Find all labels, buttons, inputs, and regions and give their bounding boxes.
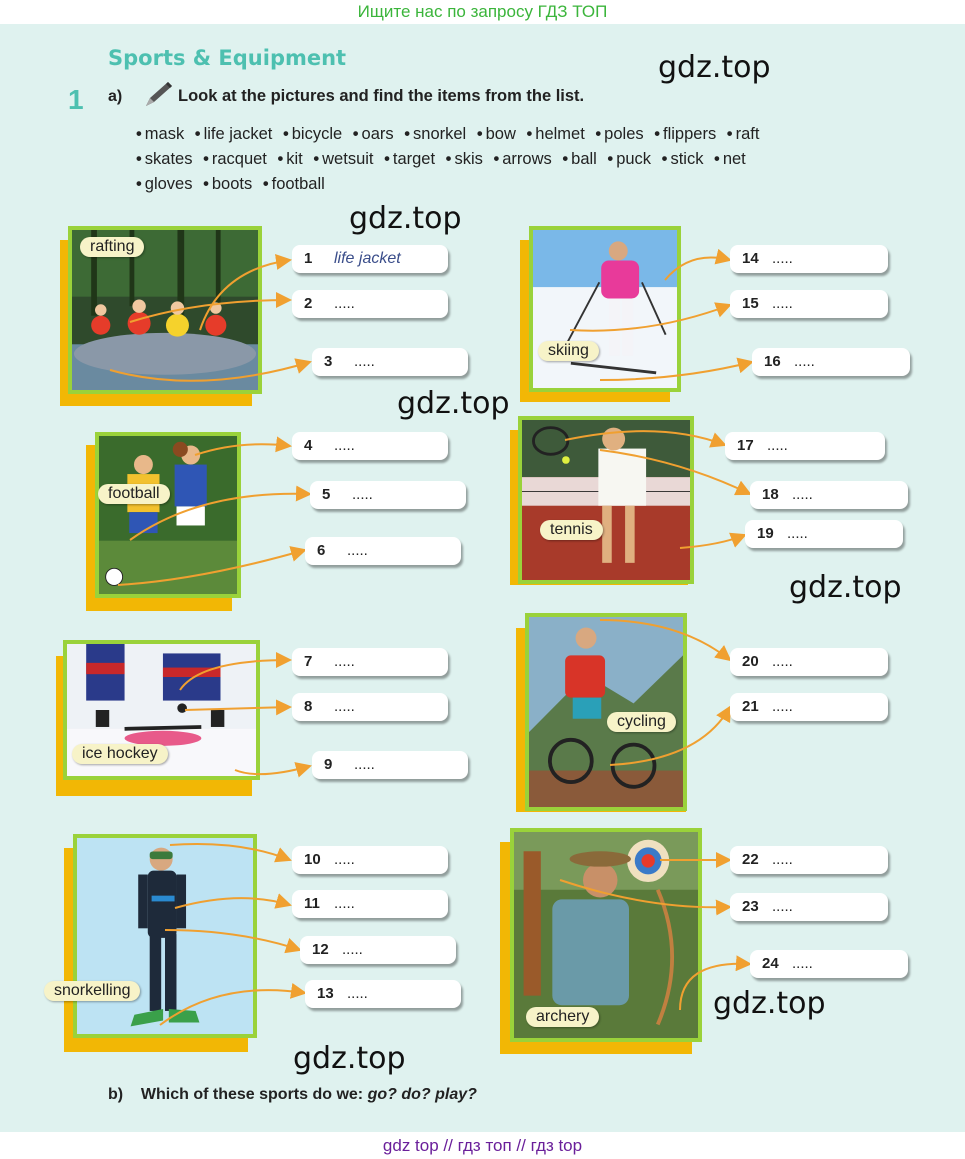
sport-label-cycling: cycling bbox=[607, 712, 676, 732]
answer-text[interactable]: ..... bbox=[792, 955, 813, 972]
answer-box-12[interactable] bbox=[300, 936, 456, 964]
bullet-icon: • bbox=[595, 125, 602, 143]
answer-number: 16 bbox=[764, 353, 781, 370]
word-list-item bbox=[404, 125, 466, 143]
watermark: gdz.top bbox=[293, 1041, 406, 1076]
answer-text[interactable]: ..... bbox=[772, 898, 793, 915]
answer-box-5[interactable] bbox=[310, 481, 466, 509]
answer-number: 14 bbox=[742, 250, 759, 267]
answer-number: 22 bbox=[742, 851, 759, 868]
answer-text[interactable]: ..... bbox=[354, 756, 375, 773]
answer-box-13[interactable] bbox=[305, 980, 461, 1008]
word-list-item bbox=[562, 150, 596, 168]
answer-box-8[interactable] bbox=[292, 693, 448, 721]
word-text: mask bbox=[144, 125, 185, 143]
answer-box-20[interactable] bbox=[730, 648, 888, 676]
word-text: ball bbox=[571, 150, 597, 168]
word-list-item bbox=[136, 125, 184, 143]
answer-number: 10 bbox=[304, 851, 321, 868]
word-list-item bbox=[662, 150, 704, 168]
bullet-icon: • bbox=[352, 125, 359, 143]
sport-label-rafting: rafting bbox=[80, 237, 144, 257]
watermark: gdz.top bbox=[397, 386, 510, 421]
word-list-item bbox=[195, 125, 273, 143]
answer-text[interactable]: ..... bbox=[347, 542, 368, 559]
word-text: football bbox=[271, 175, 325, 193]
part-b bbox=[108, 1086, 477, 1104]
word-text: skis bbox=[454, 150, 483, 168]
answer-number: 18 bbox=[762, 486, 779, 503]
word-text: poles bbox=[604, 125, 644, 143]
word-text: snorkel bbox=[413, 125, 467, 143]
bullet-icon: • bbox=[136, 125, 142, 143]
answer-number: 9 bbox=[324, 756, 333, 773]
bullet-icon: • bbox=[203, 175, 209, 193]
sport-label-skiing: skiing bbox=[538, 341, 599, 361]
answer-text[interactable]: ..... bbox=[334, 437, 355, 454]
bullet-icon: • bbox=[384, 150, 390, 168]
answer-box-14[interactable] bbox=[730, 245, 888, 273]
answer-number: 17 bbox=[737, 437, 754, 454]
section-title: Sports & Equipment bbox=[108, 46, 347, 70]
answer-number: 6 bbox=[317, 542, 326, 559]
answer-number: 2 bbox=[304, 295, 313, 312]
answer-box-15[interactable] bbox=[730, 290, 888, 318]
word-text: stick bbox=[670, 150, 704, 168]
answer-text[interactable]: ..... bbox=[772, 250, 793, 267]
answer-number: 4 bbox=[304, 437, 313, 454]
answer-box-6[interactable] bbox=[305, 537, 461, 565]
word-text: bow bbox=[485, 125, 516, 143]
word-text: gloves bbox=[144, 175, 193, 193]
word-text: boots bbox=[211, 175, 253, 193]
answer-box-9[interactable] bbox=[312, 751, 468, 779]
word-list-item bbox=[727, 125, 760, 143]
word-text: skates bbox=[144, 150, 193, 168]
word-text: raft bbox=[735, 125, 760, 143]
bullet-icon: • bbox=[493, 150, 500, 168]
sport-label-tennis: tennis bbox=[540, 520, 603, 540]
answer-text[interactable]: life jacket bbox=[334, 250, 401, 267]
answer-box-24[interactable] bbox=[750, 950, 908, 978]
sport-label-football: football bbox=[98, 484, 170, 504]
answer-number: 19 bbox=[757, 525, 774, 542]
word-text: racquet bbox=[211, 150, 267, 168]
word-list-item bbox=[446, 150, 483, 168]
bullet-icon: • bbox=[661, 150, 668, 168]
exercise-number: 1 bbox=[68, 84, 84, 115]
bullet-icon: • bbox=[714, 150, 720, 168]
tennis-photo bbox=[518, 416, 694, 584]
bullet-icon: • bbox=[476, 125, 483, 143]
bullet-icon: • bbox=[313, 150, 320, 168]
word-text: net bbox=[722, 150, 746, 168]
word-text: helmet bbox=[535, 125, 585, 143]
bullet-icon: • bbox=[194, 125, 201, 143]
sport-label-archery: archery bbox=[526, 1007, 599, 1027]
word-list-item bbox=[313, 150, 373, 168]
part-b-options: go? do? play? bbox=[367, 1086, 477, 1103]
word-list-item bbox=[607, 150, 651, 168]
word-list-item bbox=[203, 150, 267, 168]
word-text: life jacket bbox=[203, 125, 273, 143]
word-list-item bbox=[353, 125, 394, 143]
answer-text[interactable]: ..... bbox=[334, 295, 355, 312]
word-list-item bbox=[595, 125, 643, 143]
sport-label-ice-hockey: ice hockey bbox=[72, 744, 168, 764]
answer-text[interactable]: ..... bbox=[794, 353, 815, 370]
answer-box-7[interactable] bbox=[292, 648, 448, 676]
word-text: bicycle bbox=[291, 125, 343, 143]
watermark: gdz.top bbox=[789, 570, 902, 605]
bullet-icon: • bbox=[404, 125, 411, 143]
answer-box-11[interactable] bbox=[292, 890, 448, 918]
answer-number: 21 bbox=[742, 698, 759, 715]
word-list-item bbox=[384, 150, 435, 168]
word-text: arrows bbox=[502, 150, 552, 168]
word-text: oars bbox=[361, 125, 394, 143]
answer-box-18[interactable] bbox=[750, 481, 908, 509]
answer-text[interactable]: ..... bbox=[772, 295, 793, 312]
word-list-item bbox=[136, 150, 192, 168]
snorkelling-photo bbox=[73, 834, 257, 1038]
word-list-item bbox=[493, 150, 551, 168]
answer-text[interactable]: ..... bbox=[772, 653, 793, 670]
bullet-icon: • bbox=[445, 150, 452, 168]
bullet-icon: • bbox=[726, 125, 733, 143]
word-list-item bbox=[277, 150, 302, 168]
word-list-item bbox=[526, 125, 584, 143]
word-text: puck bbox=[616, 150, 652, 168]
top-banner: Ищите нас по запросу ГДЗ ТОП bbox=[357, 2, 608, 21]
watermark: gdz.top bbox=[713, 986, 826, 1021]
word-list-item bbox=[283, 125, 342, 143]
answer-text[interactable]: ..... bbox=[347, 985, 368, 1002]
word-list-item bbox=[136, 175, 192, 193]
bullet-icon: • bbox=[282, 125, 289, 143]
bullet-icon: • bbox=[607, 150, 614, 168]
watermark: gdz.top bbox=[658, 50, 771, 85]
answer-box-1[interactable] bbox=[292, 245, 448, 273]
bullet-icon: • bbox=[136, 175, 142, 193]
pencil-icon bbox=[142, 80, 174, 110]
answer-number: 23 bbox=[742, 898, 759, 915]
answer-text[interactable]: ..... bbox=[334, 653, 355, 670]
answer-text[interactable]: ..... bbox=[772, 698, 793, 715]
word-list-item bbox=[203, 175, 252, 193]
bullet-icon: • bbox=[526, 125, 533, 143]
word-text: target bbox=[392, 150, 436, 168]
answer-number: 1 bbox=[304, 250, 313, 267]
answer-text[interactable]: ..... bbox=[334, 895, 355, 912]
answer-box-19[interactable] bbox=[745, 520, 903, 548]
answer-text[interactable]: ..... bbox=[342, 941, 363, 958]
answer-box-23[interactable] bbox=[730, 893, 888, 921]
answer-number: 5 bbox=[322, 486, 331, 503]
answer-box-21[interactable] bbox=[730, 693, 888, 721]
answer-box-10[interactable] bbox=[292, 846, 448, 874]
bottom-banner: gdz top // гдз топ // гдз top bbox=[382, 1136, 583, 1155]
bullet-icon: • bbox=[136, 150, 142, 168]
answer-box-2[interactable] bbox=[292, 290, 448, 318]
answer-number: 20 bbox=[742, 653, 759, 670]
answer-text[interactable]: ..... bbox=[772, 851, 793, 868]
watermark: gdz.top bbox=[349, 201, 462, 236]
bullet-icon: • bbox=[203, 150, 209, 168]
word-list-item bbox=[714, 150, 746, 168]
answer-text[interactable]: ..... bbox=[354, 353, 375, 370]
answer-box-16[interactable] bbox=[752, 348, 910, 376]
bullet-icon: • bbox=[562, 150, 569, 168]
answer-box-22[interactable] bbox=[730, 846, 888, 874]
part-b-text: Which of these sports do we: bbox=[140, 1086, 364, 1103]
answer-text[interactable]: ..... bbox=[352, 486, 373, 503]
answer-number: 11 bbox=[304, 895, 320, 912]
answer-text[interactable]: ..... bbox=[787, 525, 808, 542]
answer-number: 8 bbox=[304, 698, 313, 715]
word-list-item bbox=[477, 125, 516, 143]
answer-box-17[interactable] bbox=[725, 432, 885, 460]
part-a-letter: a) bbox=[108, 88, 123, 105]
football-photo bbox=[95, 432, 241, 598]
answer-number: 15 bbox=[742, 295, 759, 312]
answer-number: 12 bbox=[312, 941, 329, 958]
word-list-item bbox=[654, 125, 716, 143]
answer-text[interactable]: ..... bbox=[334, 851, 355, 868]
answer-number: 3 bbox=[324, 353, 333, 370]
instruction: Look at the pictures and find the items from the list. bbox=[178, 87, 585, 105]
skiing-photo bbox=[529, 226, 681, 392]
answer-number: 24 bbox=[762, 955, 779, 972]
part-b-letter: b) bbox=[108, 1086, 124, 1103]
answer-text[interactable]: ..... bbox=[792, 486, 813, 503]
answer-number: 13 bbox=[317, 985, 334, 1002]
answer-text[interactable]: ..... bbox=[767, 437, 788, 454]
word-list-item bbox=[263, 175, 325, 193]
bullet-icon: • bbox=[262, 175, 269, 193]
answer-number: 7 bbox=[304, 653, 313, 670]
word-list bbox=[136, 122, 796, 197]
answer-box-4[interactable] bbox=[292, 432, 448, 460]
word-text: wetsuit bbox=[322, 150, 374, 168]
word-text: flippers bbox=[663, 125, 717, 143]
bullet-icon: • bbox=[277, 150, 284, 168]
word-text: kit bbox=[286, 150, 303, 168]
answer-box-3[interactable] bbox=[312, 348, 468, 376]
bullet-icon: • bbox=[654, 125, 660, 143]
answer-text[interactable]: ..... bbox=[334, 698, 355, 715]
sport-label-snorkelling: snorkelling bbox=[44, 981, 140, 1001]
